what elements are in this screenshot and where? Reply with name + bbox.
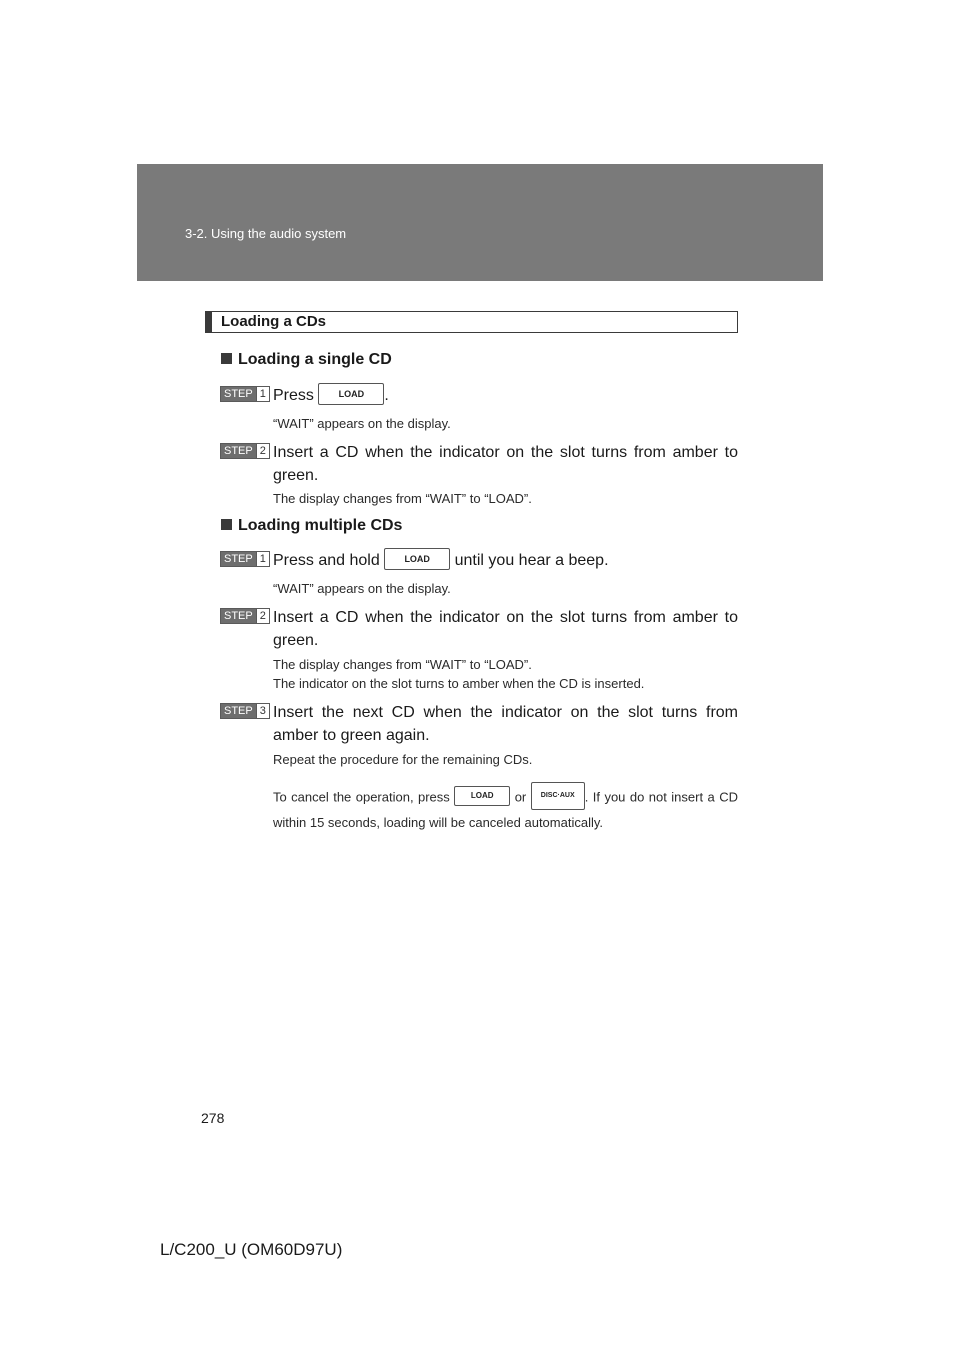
step-text: Press and hold LOAD until you hear a beep. xyxy=(273,549,738,572)
load-key-icon: LOAD xyxy=(454,786,510,806)
step-note: “WAIT” appears on the display. xyxy=(273,581,451,596)
step-note: Repeat the procedure for the remaining CDs. xyxy=(273,752,533,767)
header-band xyxy=(137,164,823,281)
square-bullet-icon xyxy=(221,519,232,530)
step-text: Press LOAD . xyxy=(273,384,738,407)
page-number: 278 xyxy=(201,1110,225,1126)
step-note: “WAIT” appears on the display. xyxy=(273,416,451,431)
step-badge: STEP 3 xyxy=(220,703,270,719)
step-badge: STEP 1 xyxy=(220,386,270,402)
step-badge: STEP 1 xyxy=(220,551,270,567)
step-badge: STEP 2 xyxy=(220,443,270,459)
section-title: Loading a CDs xyxy=(205,311,738,333)
step-badge: STEP 2 xyxy=(220,608,270,624)
cancel-note: To cancel the operation, press LOAD or DISC·AUX . If you do not insert a CD within 15 seconds, loading will be canceled automatically. xyxy=(273,784,738,834)
load-key-icon: LOAD xyxy=(318,383,384,405)
chapter-title: 3-2. Using the audio system xyxy=(185,226,347,241)
disc-aux-key-icon: DISC·AUX xyxy=(531,782,585,810)
load-key-icon: LOAD xyxy=(384,548,450,570)
subheading-multiple: Loading multiple CDs xyxy=(221,517,402,535)
square-bullet-icon xyxy=(221,353,232,364)
step-note: The display changes from “WAIT” to “LOAD”. xyxy=(273,491,532,506)
subheading-single: Loading a single CD xyxy=(221,351,392,369)
step-note: The display changes from “WAIT” to “LOAD”. xyxy=(273,657,532,672)
step-text: Insert a CD when the indicator on the slot turns from amber to green. xyxy=(273,609,738,649)
document-code: L/C200_U (OM60D97U) xyxy=(160,1240,343,1259)
step-note: The indicator on the slot turns to amber when the CD is inserted. xyxy=(273,676,645,691)
step-text: Insert the next CD when the indicator on the slot turns from amber to green again. xyxy=(273,704,738,744)
step-text: Insert a CD when the indicator on the slot turns from amber to green. xyxy=(273,444,738,484)
